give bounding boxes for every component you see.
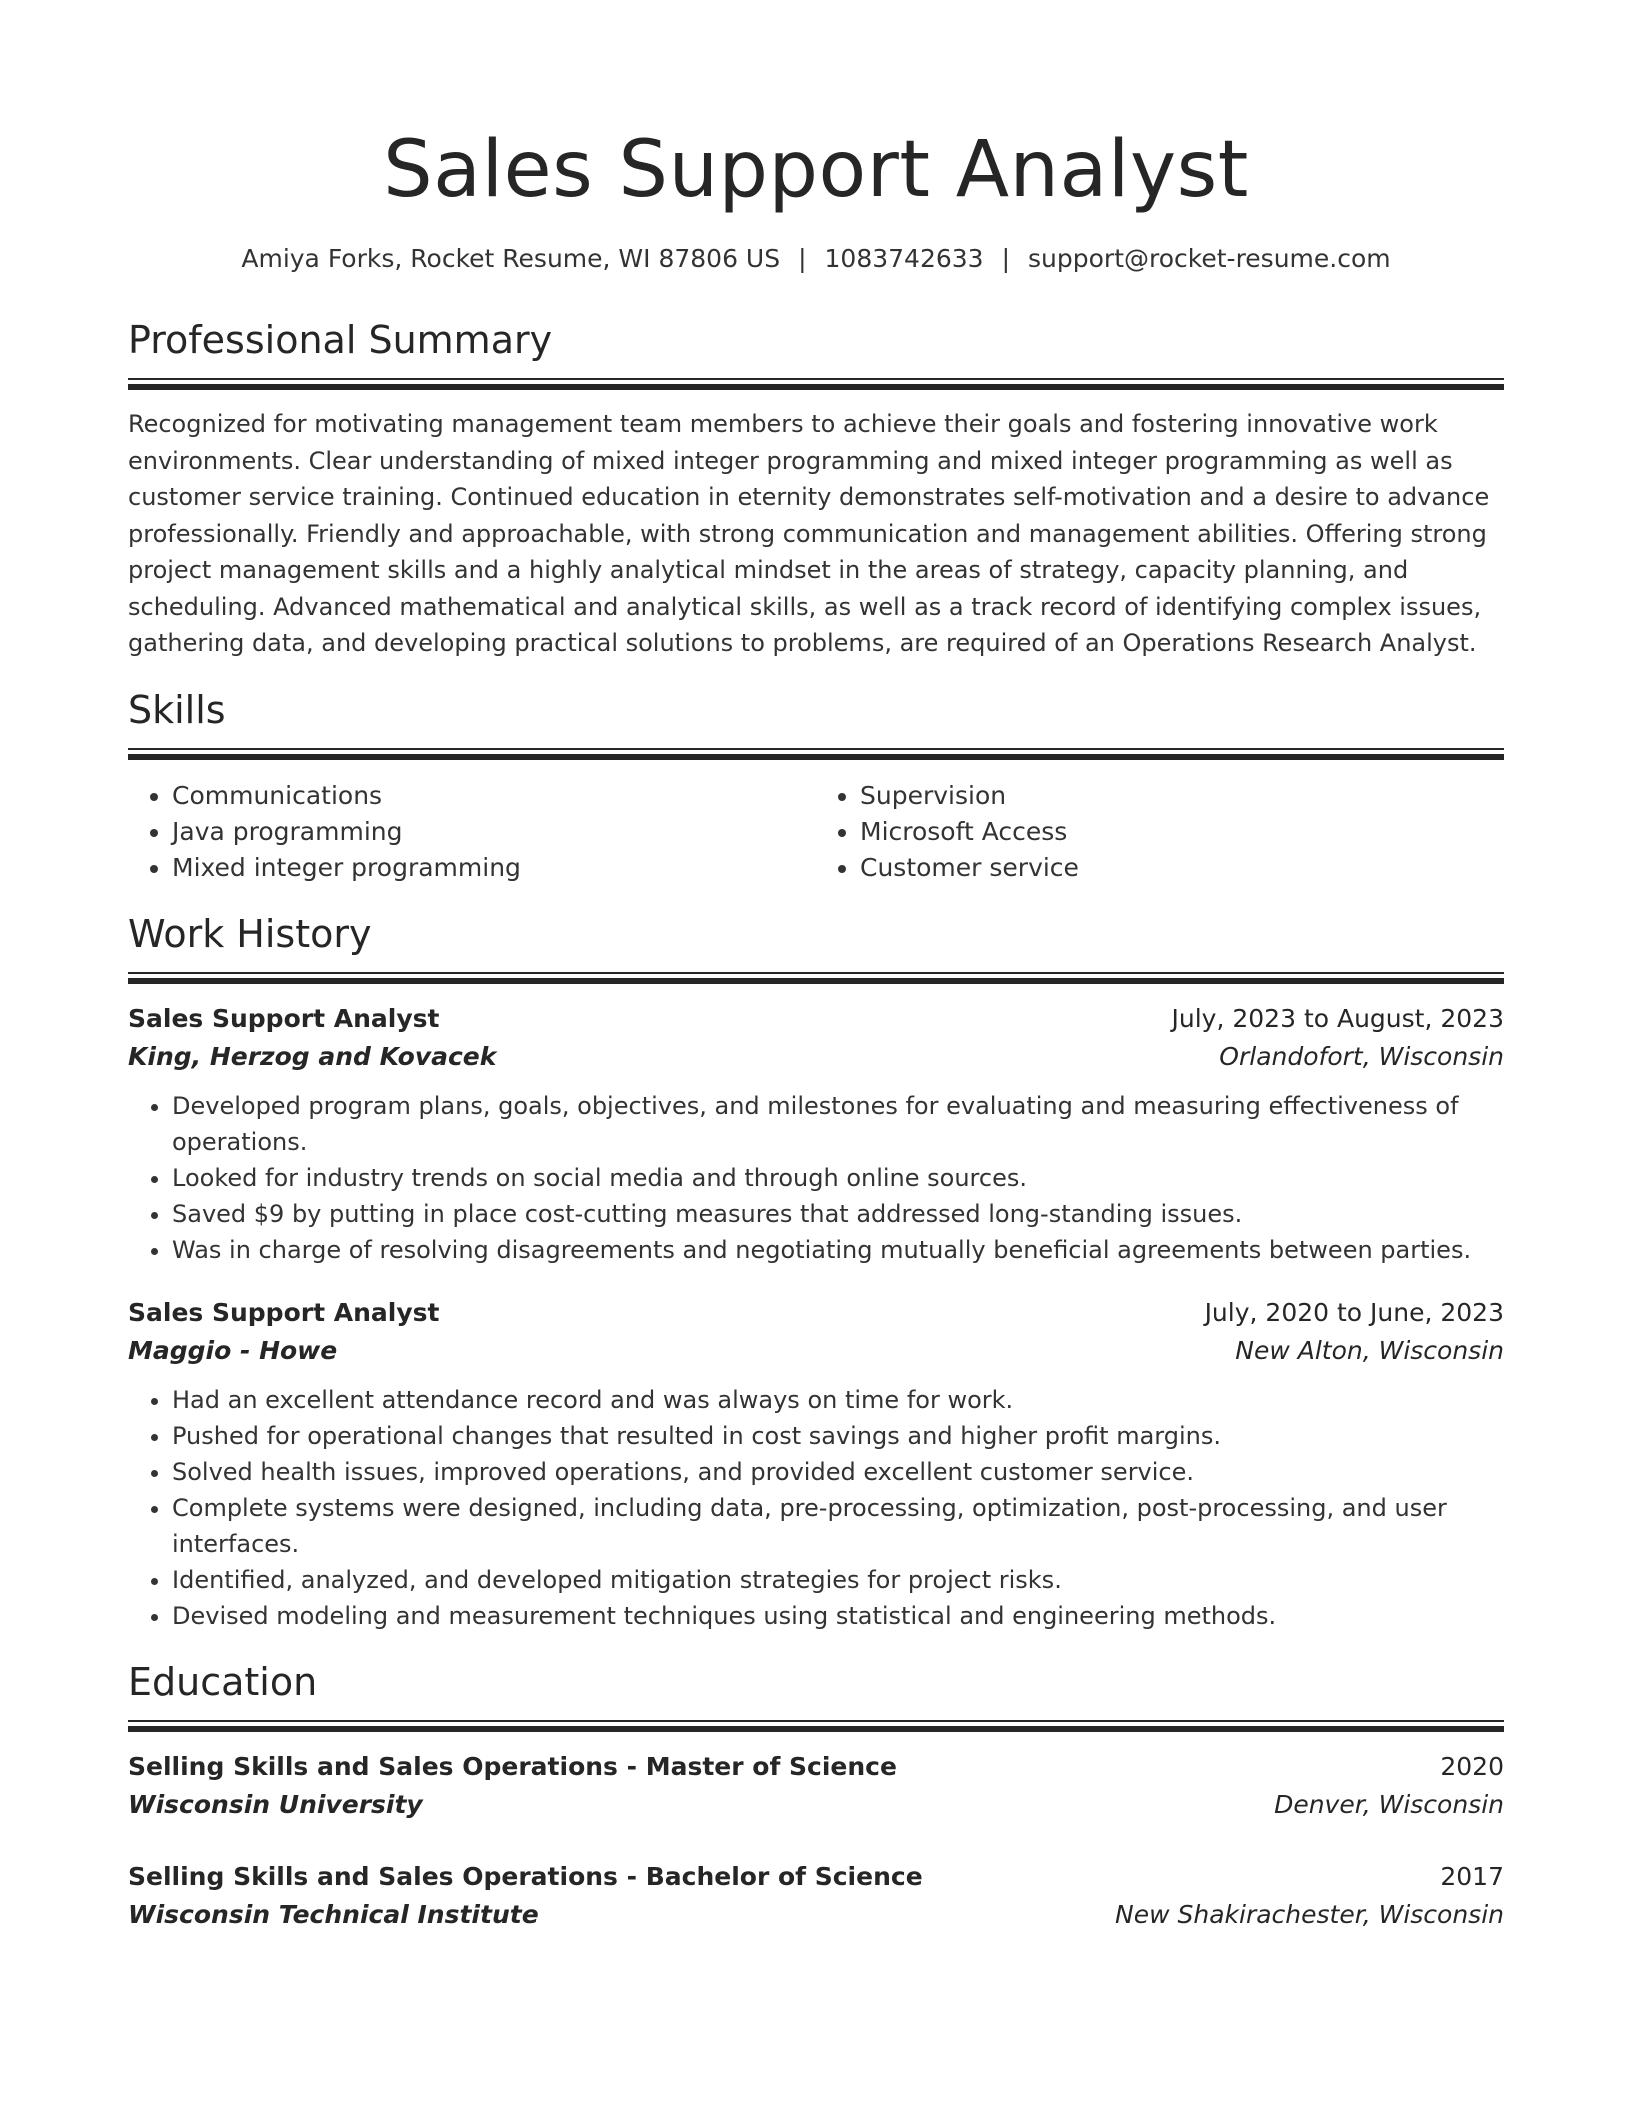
job-bullet: • Complete systems were designed, including data, pre-processing, optimization, post-processing, and user interfaces.	[172, 1490, 1504, 1562]
job-title: Sales Support Analyst	[128, 1297, 440, 1327]
summary-text: Recognized for motivating management team members to achieve their goals and fostering innovative work environments. Clear understanding of mixed integer programming and mixed integer programming as well as customer service training. Continued education in eternity demonstrates self-motivation and a desire to advance professionally. Friendly and approachable, with strong communication and management abilities. Offering strong project management skills and a highly analytical mindset in the areas of strategy, capacity planning, and scheduling. Advanced mathematical and analytical skills, as well as a track record of identifying complex issues, gathering data, and developing practical solutions to problems, are required of an Operations Research Analyst.	[128, 410, 1490, 657]
job-bullet: • Solved health issues, improved operations, and provided excellent customer service.	[172, 1454, 1504, 1490]
resume-page	[128, 118, 1504, 1934]
skill-item: • Microsoft Access	[860, 814, 1504, 850]
job-bullet: • Saved $9 by putting in place cost-cutting measures that addressed long-standing issues.	[172, 1196, 1504, 1232]
skill-item: • Communications	[172, 778, 816, 814]
contact-address: Amiya Forks, Rocket Resume, WI 87806 US	[241, 244, 781, 273]
contact-line	[128, 242, 1504, 276]
education-entry	[128, 1858, 1504, 1934]
education-section	[128, 1656, 1504, 1934]
job-bullet: • Devised modeling and measurement techniques using statistical and engineering methods.	[172, 1598, 1504, 1634]
school-location: New Shakirachester, Wisconsin	[1115, 1899, 1504, 1929]
education-heading: Education	[128, 1659, 318, 1704]
skills-section	[128, 684, 1504, 886]
skills-list	[128, 778, 1504, 886]
job-dates: July, 2020 to June, 2023	[1204, 1297, 1504, 1327]
job-entry	[128, 1294, 1504, 1634]
skill-item: • Java programming	[172, 814, 816, 850]
job-bullets	[128, 1382, 1504, 1634]
work-history-heading: Work History	[128, 911, 372, 956]
summary-heading: Professional Summary	[128, 318, 553, 362]
job-dates: July, 2023 to August, 2023	[1171, 1003, 1504, 1033]
job-title: Sales Support Analyst	[128, 1003, 440, 1033]
job-bullet: • Developed program plans, goals, objectives, and milestones for evaluating and measuring effectiveness of operations.	[172, 1088, 1504, 1160]
section-divider	[128, 378, 1504, 390]
job-bullets	[128, 1088, 1504, 1268]
job-company: King, Herzog and Kovacek	[128, 1041, 497, 1071]
job-bullet: • Had an excellent attendance record and was always on time for work.	[172, 1382, 1504, 1418]
contact-email: support@rocket-resume.com	[1028, 244, 1391, 273]
graduation-year: 2017	[1440, 1861, 1504, 1891]
job-location: Orlandofort, Wisconsin	[1219, 1041, 1504, 1071]
work-history-section	[128, 908, 1504, 1634]
candidate-name: Sales Support Analyst	[383, 125, 1249, 215]
job-company: Maggio - Howe	[128, 1335, 338, 1365]
contact-separator: |	[1001, 244, 1011, 273]
skills-column-right	[816, 778, 1504, 886]
summary-section	[128, 314, 1504, 662]
skill-item: • Mixed integer programming	[172, 850, 816, 886]
graduation-year: 2020	[1440, 1751, 1504, 1781]
skill-item: • Customer service	[860, 850, 1504, 886]
job-entry	[128, 1000, 1504, 1268]
job-location: New Alton, Wisconsin	[1235, 1335, 1504, 1365]
degree: Selling Skills and Sales Operations - Master of Science	[128, 1751, 897, 1781]
skills-column-left	[128, 778, 816, 886]
job-bullet: • Pushed for operational changes that resulted in cost savings and higher profit margins.	[172, 1418, 1504, 1454]
job-bullet: • Identified, analyzed, and developed mitigation strategies for project risks.	[172, 1562, 1504, 1598]
contact-separator: |	[798, 244, 807, 273]
degree: Selling Skills and Sales Operations - Bachelor of Science	[128, 1861, 923, 1891]
job-bullet: • Was in charge of resolving disagreements and negotiating mutually beneficial agreements between parties.	[172, 1232, 1504, 1268]
school-name: Wisconsin University	[128, 1789, 423, 1819]
school-location: Denver, Wisconsin	[1274, 1789, 1504, 1819]
skill-item: • Supervision	[860, 778, 1504, 814]
section-divider	[128, 1720, 1504, 1732]
contact-phone: 1083742633	[824, 244, 984, 273]
section-divider	[128, 748, 1504, 760]
job-bullet: • Looked for industry trends on social media and through online sources.	[172, 1160, 1504, 1196]
education-entry	[128, 1748, 1504, 1824]
skills-heading: Skills	[128, 687, 226, 732]
section-divider	[128, 972, 1504, 984]
school-name: Wisconsin Technical Institute	[128, 1899, 539, 1929]
